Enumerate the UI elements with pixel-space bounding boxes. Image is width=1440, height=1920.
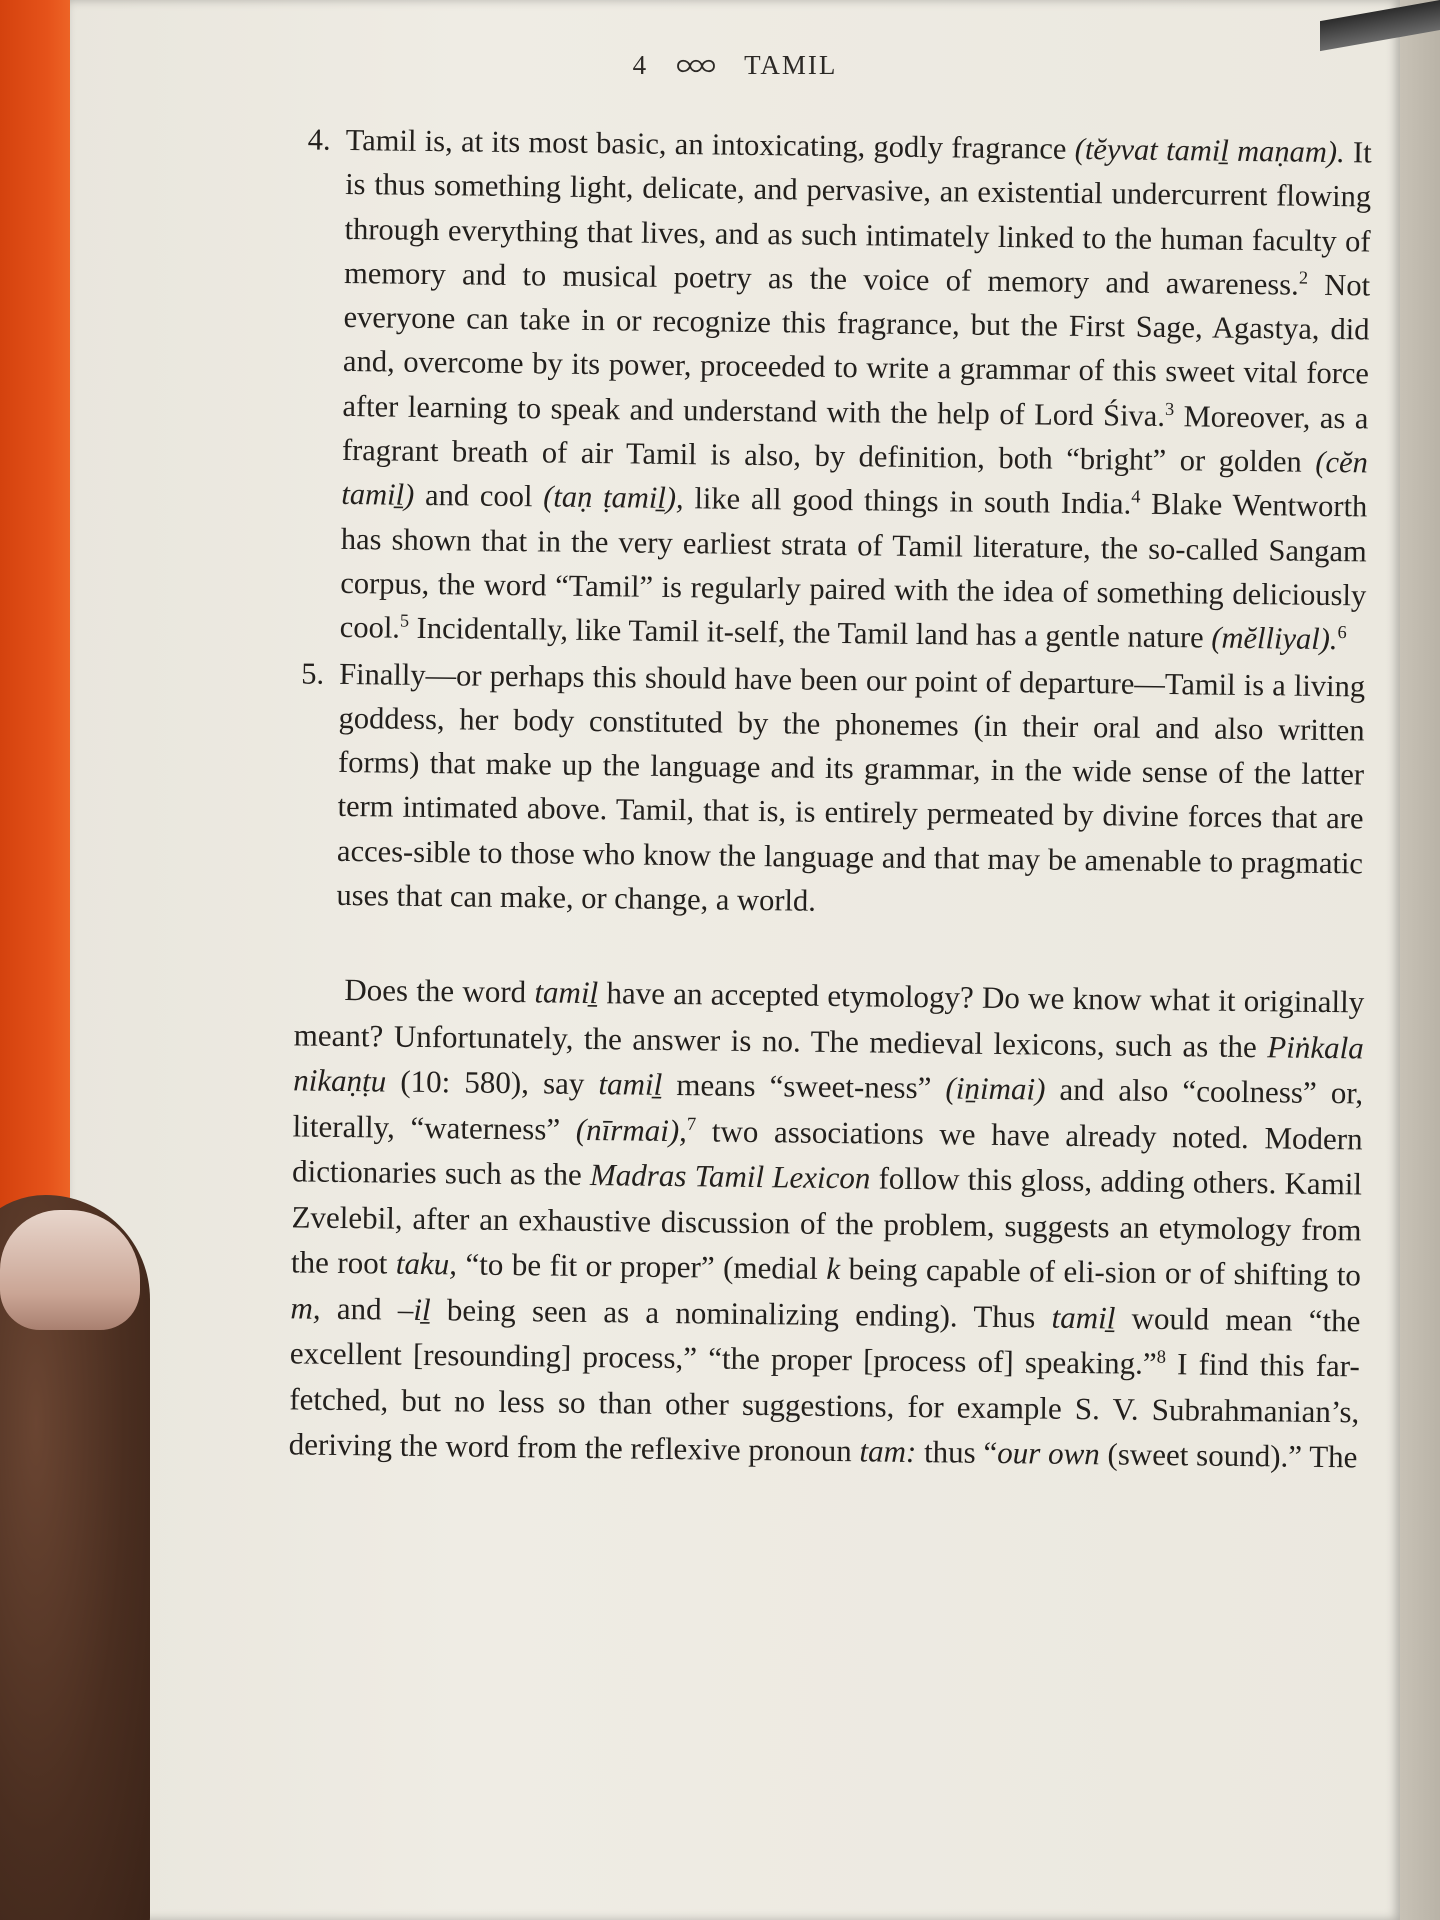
list-item xyxy=(307,118,1372,662)
running-title: TAMIL xyxy=(744,50,838,80)
body-paragraph: Does the word tamiḻ have an accepted etymology? Do we know what it originally meant? Unfortunately, the answer is no. The medieval lexicons, such as the Piṅkala nikaṇṭu (10: 580), say tamiḻ means “sweet-ness” (iṉimai) and also “coolness” or, literally, “waterness” (nīrmai),$^7$ two associations we have already noted. Modern dictionaries such as the Madras Tamil Lexicon follow this gloss, adding others. Kamil Zvelebil, after an exhaustive discussion of the problem, suggests an etymology from the root taku, “to be fit or proper” (medial k being capable of eli-sion or of shifting to m, and –iḻ being seen as a nominalizing ending). Thus tamiḻ would mean “the excellent [resounding] process,” “the proper [process of] speaking.”$^8$ I find this far-fetched, but no less so than other suggestions, for example S. V. Subrahmanian’s, deriving the word from the reflexive pronoun tam: thus “our own (sweet sound).” The xyxy=(288,972,1365,1475)
running-header xyxy=(70,50,1400,81)
page-number: 4 xyxy=(632,50,649,80)
ornament-icon xyxy=(674,55,718,77)
page-body xyxy=(288,118,1372,1511)
list-number: 5. xyxy=(301,656,325,691)
list-item-text: Finally—or perhaps this should have been our point of departure—Tamil is a living goddess, her body constituted by the phonemes (in their oral and also written forms) that make up the language and its grammar, in the wide sense of the latter term intimated above. Tamil, that is, is entirely permeated by divine forces that are acces-sible to those who know the language and that may be amenable to pragmatic uses that can make, or change, a world. xyxy=(336,656,1366,918)
list-item xyxy=(301,652,1366,930)
list-number: 4. xyxy=(307,122,331,157)
book-page xyxy=(70,0,1400,1920)
list-item-text: Tamil is, at its most basic, an intoxicating, godly fragrance (tĕyvat tamiḻ maṇam). It is thus something light, delicate, and pervasive, an existential undercurrent flowing through everything that lives, and as such intimately linked to the human faculty of memory and to musical poetry as the voice of memory and awareness.$^2$ Not everyone can take in or recognize this fragrance, but the First Sage, Agastya, did and, overcome by its power, proceeded to write a grammar of this sweet vital force after learning to speak and understand with the help of Lord Śiva.$^3$ Moreover, as a fragrant breath of air Tamil is also, by definition, both “bright” or golden (cĕn tamiḻ) and cool (taṇ ṭamiḻ), like all good things in south India.$^4$ Blake Wentworth has shown that in the very earliest strata of Tamil literature, the so-called Sangam corpus, the word “Tamil” is regularly paired with the idea of something deliciously cool.$^5$ Incidentally, like Tamil it-self, the Tamil land has a gentle nature (mĕlliyal).$^6$ xyxy=(339,122,1372,657)
